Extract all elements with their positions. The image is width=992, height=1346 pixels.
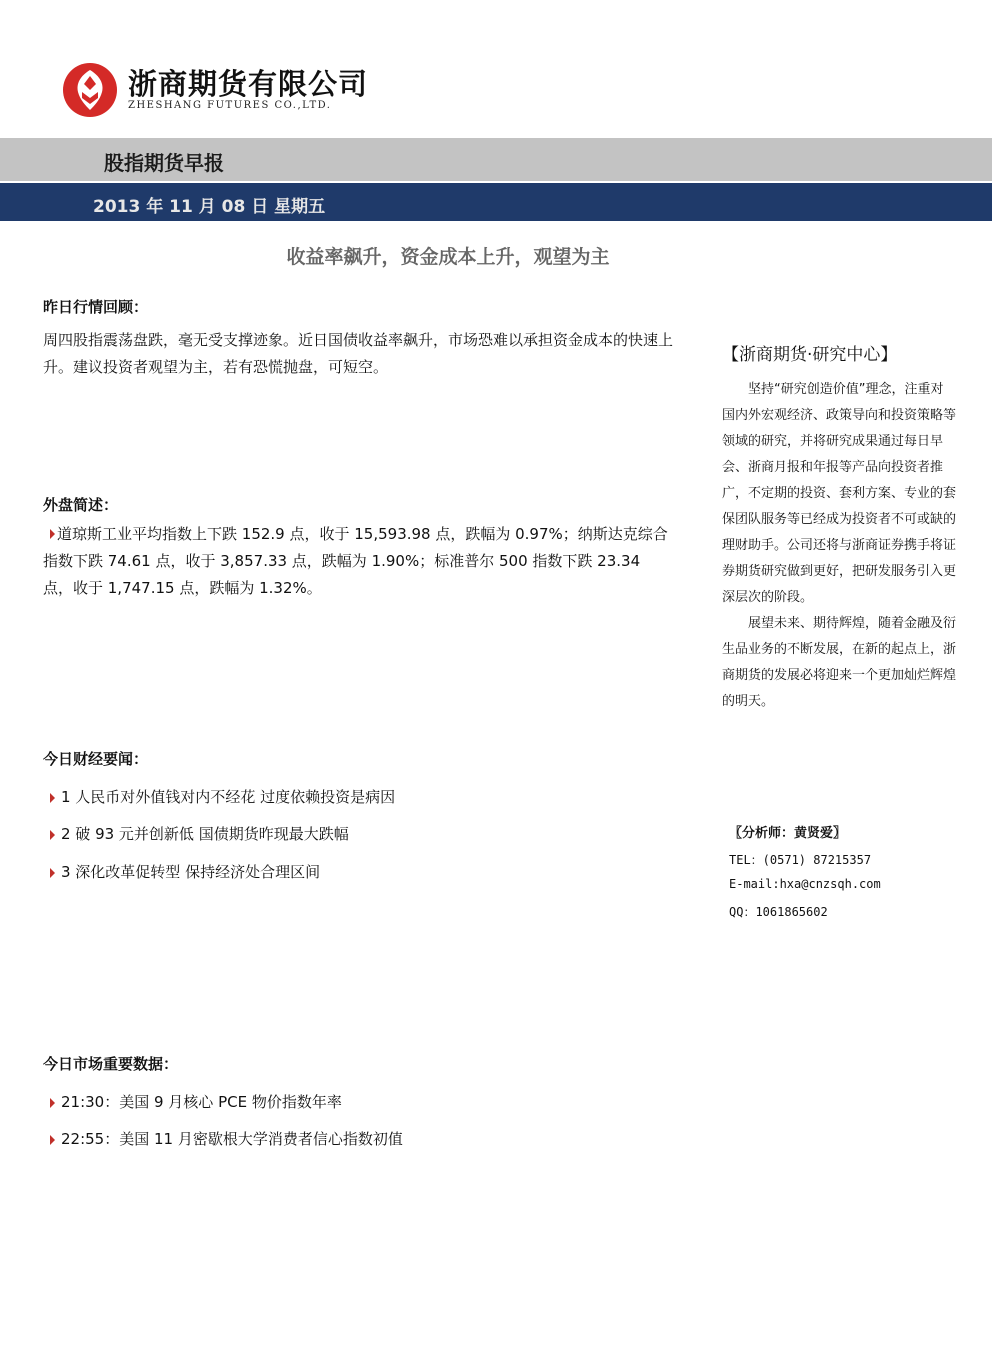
review-text: 周四股指震荡盘跌，毫无受支撑迹象。近日国债收益率飙升，市场恐难以承担资金成本的快速上升。建议投资者观望为主，若有恐慌抛盘，可短空。	[43, 331, 674, 376]
sidebar-title: 【浙商期货·研究中心】	[722, 345, 898, 365]
bullet-arrow-icon	[50, 868, 55, 878]
report-date: 2013 年 11 月 08 日 星期五	[93, 197, 326, 217]
analyst-tel: TEL：(0571) 87215357	[729, 853, 872, 867]
review-heading: 昨日行情回顾：	[43, 298, 149, 316]
company-name-english: ZHESHANG FUTURES CO.,LTD.	[128, 100, 332, 111]
overseas-text: 道琼斯工业平均指数上下跌 152.9 点，收于 15,593.98 点，跌幅为 0.97%；纳斯达克综合指数下跌 74.61 点，收于 3,857.33 点，跌幅为 1.90%；标准普尔 500 指数下跌 23.34 点，收于 1,747.15 点，跌幅为 1.32%。	[43, 525, 668, 597]
company-name: 浙商期货有限公司	[128, 67, 369, 101]
headline: 收益率飙升，资金成本上升，观望为主	[286, 246, 610, 268]
sidebar-paragraph: 坚持“研究创造价值”理念，注重对国内外宏观经济、政策导向和投资策略等领域的研究，并将研究成果通过每日早会、浙商月报和年报等产品向投资者推广，不定期的投资、套利方案、专业的套保团队服务等已经成为投资者不可或缺的理财助手。公司还将与浙商证券携手将证券期货研究做到更好，把研发服务引入更深层次的阶段。	[722, 382, 957, 605]
market-data-item: 21:30：美国 9 月核心 PCE 物价指数年率	[61, 1093, 342, 1111]
sidebar-paragraph: 展望未来、期待辉煌，随着金融及衍生品业务的不断发展，在新的起点上，浙商期货的发展必将迎来一个更加灿烂辉煌的明天。	[722, 616, 957, 709]
market-data-item: 22:55：美国 11 月密歇根大学消费者信心指数初值	[61, 1130, 403, 1148]
overseas-heading: 外盘简述：	[43, 496, 119, 514]
report-title-band	[0, 138, 992, 181]
news-item: 3 深化改革促转型 保持经济处合理区间	[61, 863, 321, 881]
report-title: 股指期货早报	[104, 151, 224, 175]
sidebar-text	[722, 377, 956, 715]
news-item: 1 人民币对外值钱对内不经花 过度依赖投资是病因	[61, 788, 396, 806]
bullet-arrow-icon	[50, 1098, 55, 1108]
analyst-label: 〖分析师：黄贤爱〗	[729, 826, 847, 841]
bullet-arrow-icon	[50, 830, 55, 840]
analyst-email: E-mail:hxa@cnzsqh.com	[729, 877, 881, 891]
news-heading: 今日财经要闻：	[43, 750, 149, 768]
bullet-arrow-icon	[50, 1135, 55, 1145]
bullet-arrow-icon	[50, 793, 55, 803]
analyst-qq: QQ：1061865602	[729, 905, 828, 919]
news-item: 2 破 93 元并创新低 国债期货昨现最大跌幅	[61, 825, 349, 843]
report-date-band	[0, 183, 992, 221]
market-data-heading: 今日市场重要数据：	[43, 1055, 179, 1073]
zheshang-logo-icon	[62, 62, 118, 118]
